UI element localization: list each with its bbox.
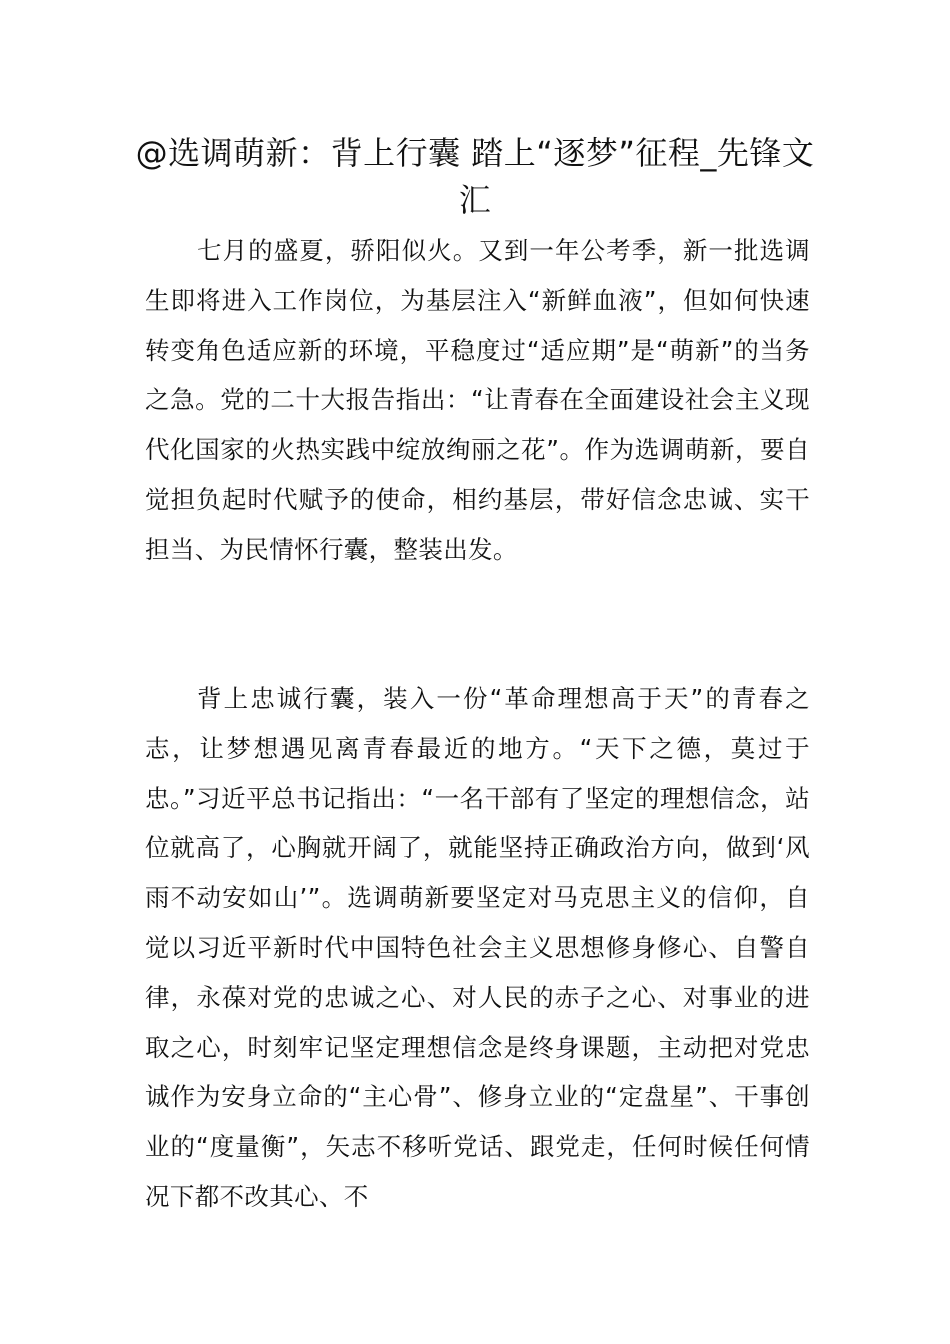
paragraph-2: 背上忠诚行囊，装入一份“革命理想高于天”的青春之志，让梦想遇见离青春最近的地方。“天下之德，莫过于忠。”习近平总书记指出：“一名干部有了坚定的理想信念，站位就高了，心胸就开阔了，就能坚持正确政治方向，做到‘风雨不动安如山’”。选调萌新要坚定对马克思主义的信仰，自觉以习近平新时代中国特色社会主义思想修身修心、自警自律，永葆对党的忠诚之心、对人民的赤子之心、对事业的进取之心，时刻牢记坚定理想信念是终身课题，主动把对党忠诚作为安身立命的“主心骨”、修身立业的“定盘星”、干事创业的“度量衡”，矢志不移听党话、跟党走，任何时候任何情况下都不改其心、不 <box>145 684 810 1211</box>
paragraph-1: 七月的盛夏，骄阳似火。又到一年公考季，新一批选调生即将进入工作岗位，为基层注入“新鲜血液”，但如何快速转变角色适应新的环境，平稳度过“适应期”是“萌新”的当务之急。党的二十大报告指出：“让青春在全面建设社会主义现代化国家的火热实践中绽放绚丽之花”。作为选调萌新，要自觉担负起时代赋予的使命，相约基层，带好信念忠诚、实干担当、为民情怀行囊，整装出发。 <box>145 236 810 564</box>
document-title: @选调萌新：背上行囊 踏上“逐梦”征程_先锋文汇 <box>135 134 815 219</box>
